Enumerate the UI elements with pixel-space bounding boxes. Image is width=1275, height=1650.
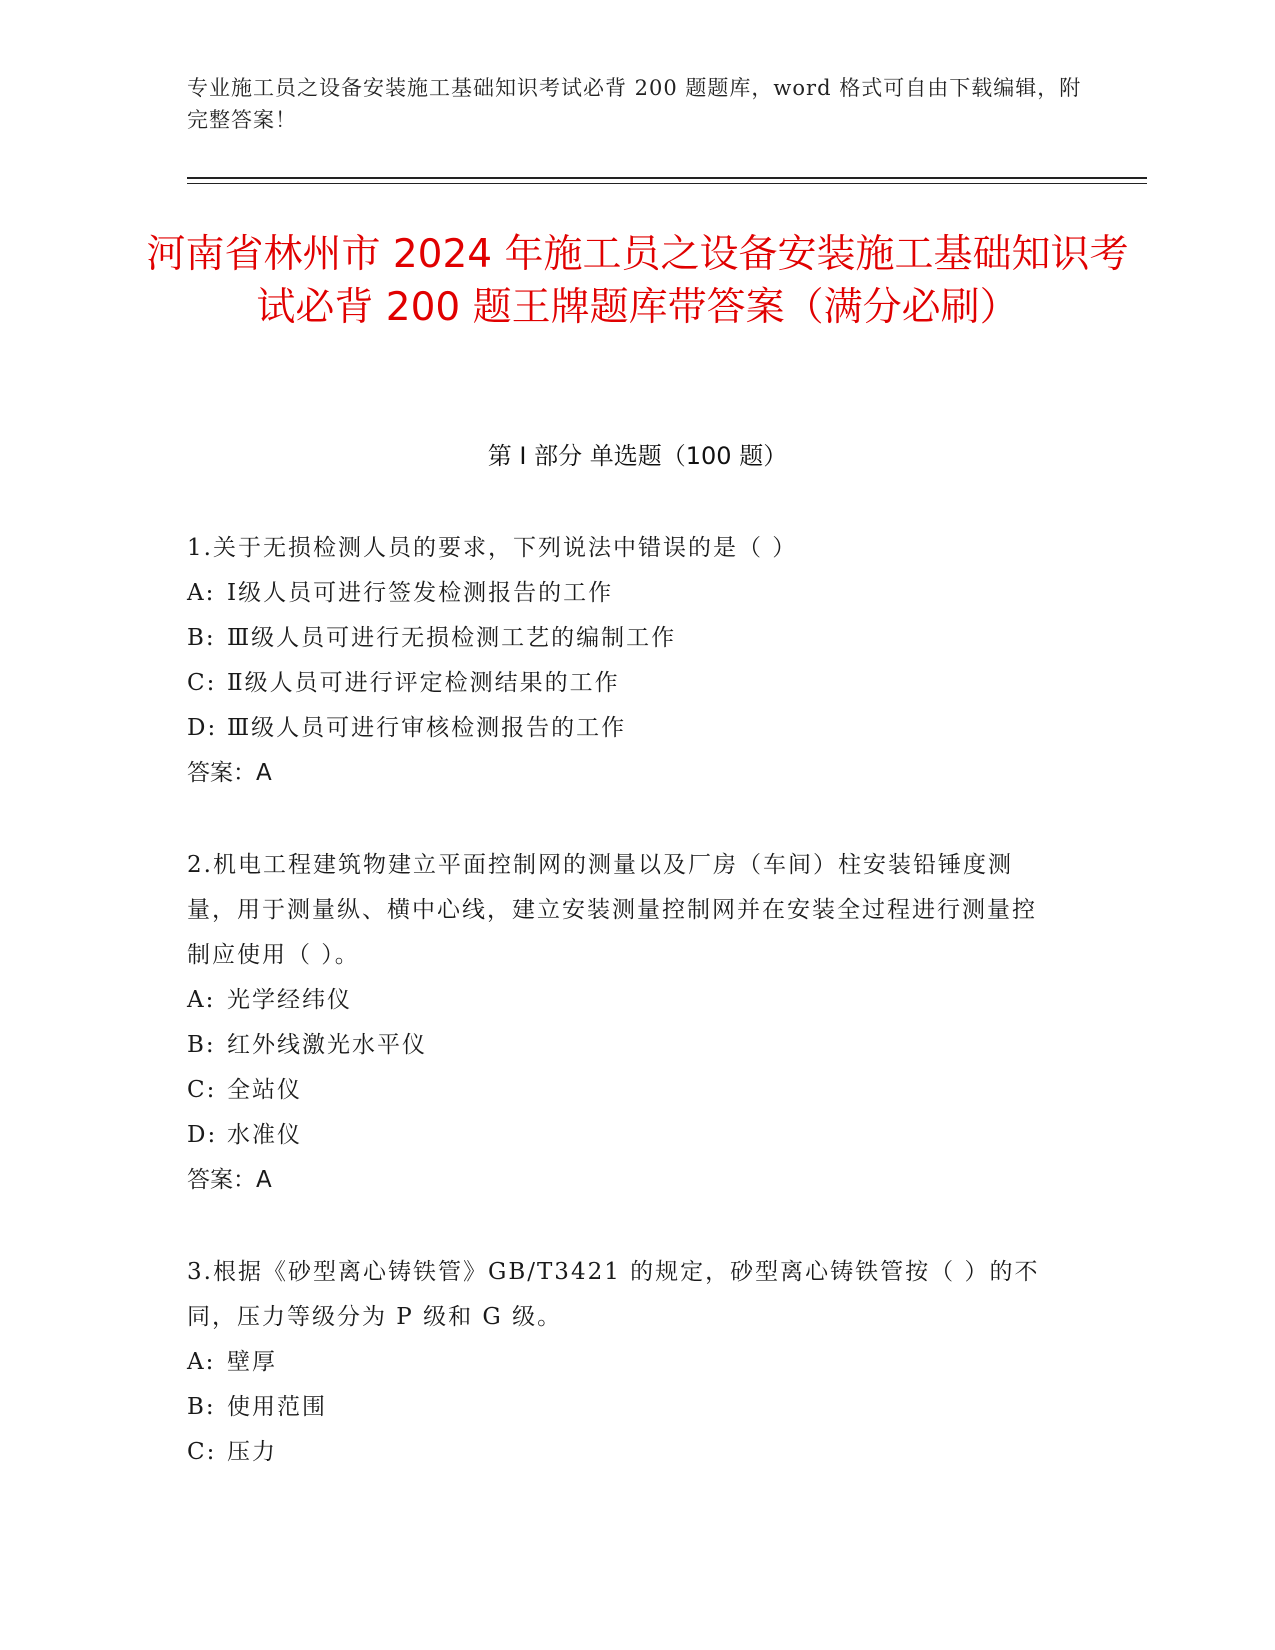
option-b xyxy=(187,616,1057,661)
header-divider-thin xyxy=(187,183,1147,184)
option-c xyxy=(187,661,1057,706)
option-text: 压力 xyxy=(227,1439,277,1465)
question-text: 2.机电工程建筑物建立平面控制网的测量以及厂房（车间）柱安装铅锤度测量，用于测量纵、横中心线，建立安装测量控制网并在安装全过程进行测量控制应使用（ ）。 xyxy=(187,852,1037,968)
question-text: 3.根据《砂型离心铸铁管》GB/T3421 的规定，砂型离心铸铁管按（ ）的不同，压力等级分为 P 级和 G 级。 xyxy=(187,1259,1040,1330)
option-text: Ⅲ级人员可进行审核检测报告的工作 xyxy=(227,715,627,741)
option-d xyxy=(187,1113,1057,1158)
question-1 xyxy=(187,526,1057,796)
option-key: C: xyxy=(187,1439,217,1465)
question-text: 1.关于无损检测人员的要求，下列说法中错误的是（ ） xyxy=(187,535,798,561)
option-a xyxy=(187,571,1057,616)
option-c xyxy=(187,1068,1057,1113)
option-text: 水准仪 xyxy=(227,1122,302,1148)
option-key: B: xyxy=(187,625,216,651)
option-text: 使用范围 xyxy=(227,1394,327,1420)
option-key: A: xyxy=(187,987,216,1013)
option-key: D: xyxy=(187,1122,218,1148)
header-note: 专业施工员之设备安装施工基础知识考试必背 200 题题库，word 格式可自由下载编辑，附完整答案！ xyxy=(187,76,1082,132)
option-text: 光学经纬仪 xyxy=(227,987,352,1013)
option-text: Ⅱ级人员可进行评定检测结果的工作 xyxy=(227,670,620,696)
header-divider-thick xyxy=(187,177,1147,179)
question-list xyxy=(187,526,1057,1522)
option-text: Ⅰ级人员可进行签发检测报告的工作 xyxy=(227,580,614,606)
option-key: A: xyxy=(187,1349,216,1375)
option-key: C: xyxy=(187,670,217,696)
question-2 xyxy=(187,843,1057,1203)
document-title: 河南省林州市 2024 年施工员之设备安装施工基础知识考试必背 200 题王牌题库带答案（满分必刷） xyxy=(146,232,1129,330)
option-key: C: xyxy=(187,1077,217,1103)
option-key: B: xyxy=(187,1032,216,1058)
option-c xyxy=(187,1430,1057,1475)
option-b xyxy=(187,1023,1057,1068)
option-text: 壁厚 xyxy=(227,1349,277,1375)
option-key: A: xyxy=(187,580,216,606)
option-key: B: xyxy=(187,1394,216,1420)
option-text: Ⅲ级人员可进行无损检测工艺的编制工作 xyxy=(227,625,677,651)
answer: 答案：A xyxy=(187,1167,272,1193)
option-b xyxy=(187,1385,1057,1430)
section-heading: 第 I 部分 单选题（100 题） xyxy=(487,442,788,470)
answer: 答案：A xyxy=(187,760,272,786)
option-key: D: xyxy=(187,715,218,741)
option-text: 全站仪 xyxy=(227,1077,302,1103)
option-a xyxy=(187,978,1057,1023)
option-d xyxy=(187,706,1057,751)
question-3 xyxy=(187,1250,1057,1475)
option-text: 红外线激光水平仪 xyxy=(227,1032,427,1058)
option-a xyxy=(187,1340,1057,1385)
